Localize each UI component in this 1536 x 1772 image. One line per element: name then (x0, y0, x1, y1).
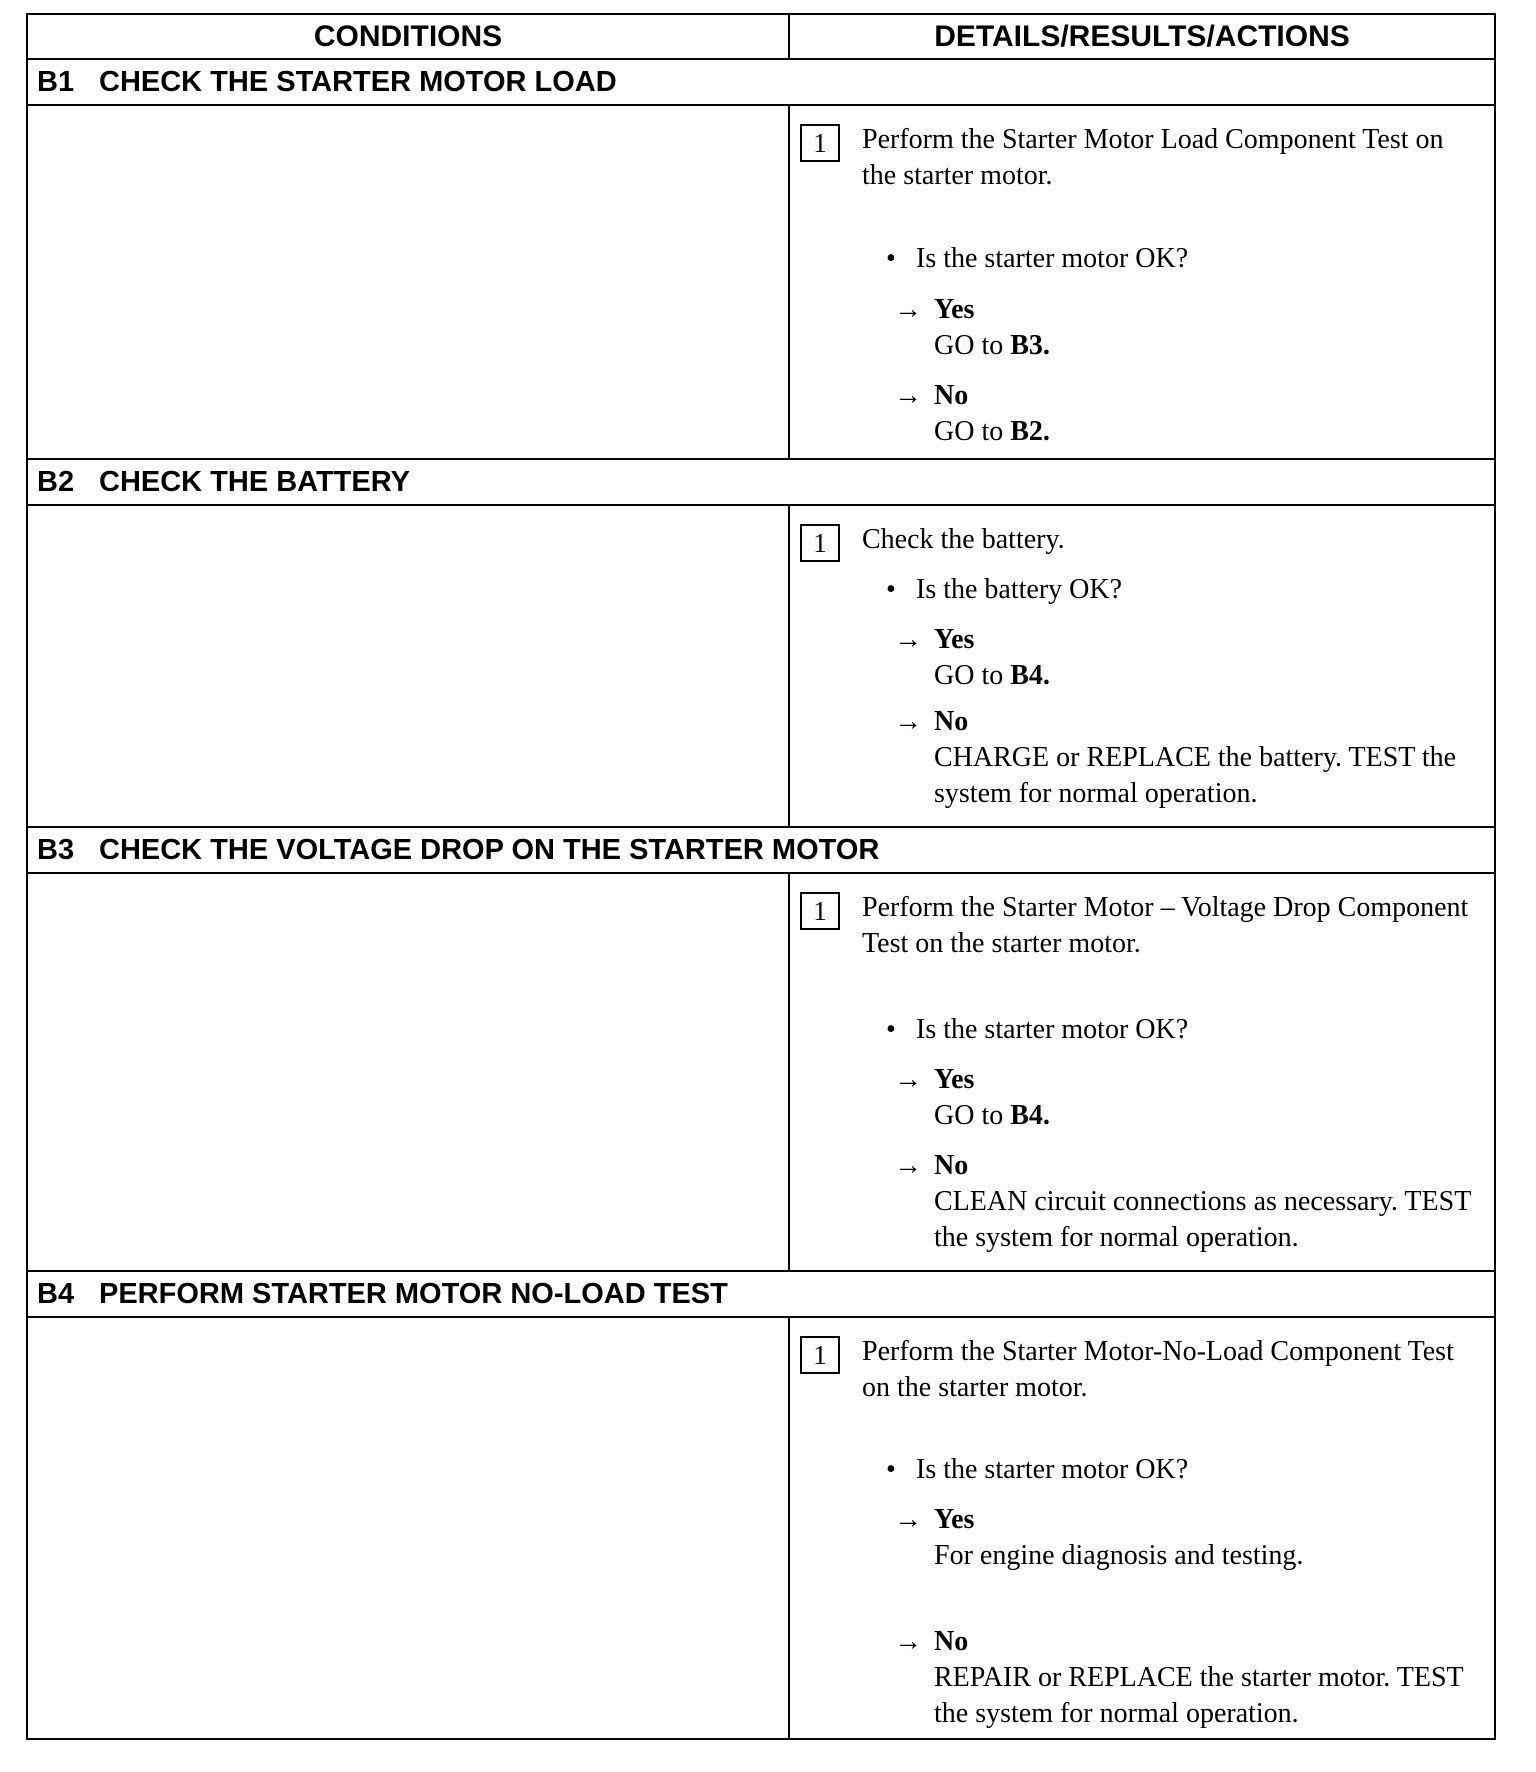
step-id: B3 (37, 833, 75, 866)
step-reference: B4. (1010, 1100, 1050, 1131)
answer-no (894, 1624, 1486, 1732)
arrow-right-icon: → (894, 1504, 922, 1535)
question (886, 1012, 1482, 1048)
step-body-b3 (28, 874, 1494, 1272)
step-number-box: 1 (800, 524, 840, 562)
conditions-cell (28, 106, 790, 458)
conditions-header: CONDITIONS (28, 15, 790, 58)
arrow-right-icon: → (894, 706, 922, 737)
action-text: GO to (934, 330, 1011, 361)
arrow-right-icon: → (894, 1150, 922, 1181)
action-text: GO to (934, 660, 1011, 691)
answer-no (894, 378, 1486, 450)
conditions-cell (28, 1318, 790, 1738)
arrow-right-icon: → (894, 1064, 922, 1095)
question (886, 241, 1482, 277)
action-text: GO to (934, 1100, 1011, 1131)
answer-label: Yes (934, 624, 975, 655)
step-id: B2 (37, 465, 75, 498)
answer-label: No (934, 380, 969, 411)
arrow-right-icon: → (894, 294, 922, 325)
instruction-text: Perform the Starter Motor – Voltage Drop Component Test on the starter motor. (862, 892, 1469, 959)
question-text: Is the starter motor OK? (916, 1454, 1189, 1485)
arrow-right-icon: → (894, 624, 922, 655)
details-cell (790, 506, 1494, 826)
bullet-icon: • (886, 574, 896, 605)
answer-label: No (934, 1150, 969, 1181)
bullet-icon: • (886, 1014, 896, 1045)
instruction-text: Perform the Starter Motor Load Component Test on the starter motor. (862, 124, 1444, 191)
answer-yes (894, 1502, 1486, 1574)
question-text: Is the starter motor OK? (916, 243, 1189, 274)
step-number-box: 1 (800, 1336, 840, 1374)
step-body-b2 (28, 506, 1494, 828)
step-title-b1 (28, 60, 1494, 106)
table-header (28, 15, 1494, 60)
step-title-b3 (28, 828, 1494, 874)
details-cell (790, 1318, 1494, 1738)
answer-no (894, 1148, 1486, 1256)
answer-label: Yes (934, 294, 975, 325)
answer-label: No (934, 1626, 969, 1657)
answer-yes (894, 292, 1486, 364)
step-title-text: CHECK THE VOLTAGE DROP ON THE STARTER MOTOR (99, 833, 880, 866)
answer-action (934, 658, 1486, 694)
step-title-text: CHECK THE STARTER MOTOR LOAD (99, 65, 617, 98)
instruction-text: Check the battery. (862, 524, 1065, 555)
answer-yes (894, 1062, 1486, 1134)
instruction-text: Perform the Starter Motor-No-Load Component Test on the starter motor. (862, 1336, 1454, 1403)
bullet-icon: • (886, 1454, 896, 1485)
step-number-box: 1 (800, 892, 840, 930)
question-text: Is the battery OK? (916, 574, 1123, 605)
details-header: DETAILS/RESULTS/ACTIONS (934, 19, 1350, 53)
step-title-b4 (28, 1272, 1494, 1318)
conditions-cell (28, 874, 790, 1270)
step-title-text: CHECK THE BATTERY (99, 465, 410, 498)
step-reference: B3. (1010, 330, 1050, 361)
answer-action: For engine diagnosis and testing. (934, 1540, 1304, 1571)
step-title-text: PERFORM STARTER MOTOR NO-LOAD TEST (99, 1277, 728, 1310)
step-title-b2 (28, 460, 1494, 506)
details-cell (790, 106, 1494, 458)
arrow-right-icon: → (894, 1626, 922, 1657)
conditions-cell (28, 506, 790, 826)
answer-label: Yes (934, 1504, 975, 1535)
step-reference: B2. (1010, 416, 1050, 447)
answer-action: REPAIR or REPLACE the starter motor. TEST the system for normal operation. (934, 1662, 1464, 1729)
step-number-box: 1 (800, 124, 840, 162)
answer-yes (894, 622, 1486, 694)
answer-label: No (934, 706, 969, 737)
answer-action (934, 328, 1486, 364)
action-text: GO to (934, 416, 1011, 447)
step-reference: B4. (1010, 660, 1050, 691)
step-body-b4 (28, 1318, 1494, 1738)
answer-action (934, 1098, 1486, 1134)
answer-action: CLEAN circuit connections as necessary. TEST the system for normal operation. (934, 1186, 1471, 1253)
question (886, 1452, 1482, 1488)
answer-action (934, 414, 1486, 450)
question-text: Is the starter motor OK? (916, 1014, 1189, 1045)
details-cell (790, 874, 1494, 1270)
step-body-b1 (28, 106, 1494, 460)
diagnostic-table (26, 13, 1496, 1740)
question (886, 572, 1482, 608)
step-id: B4 (37, 1277, 75, 1310)
arrow-right-icon: → (894, 380, 922, 411)
answer-label: Yes (934, 1064, 975, 1095)
bullet-icon: • (886, 243, 896, 274)
answer-action: CHARGE or REPLACE the battery. TEST the system for normal operation. (934, 742, 1457, 809)
answer-no (894, 704, 1486, 812)
step-id: B1 (37, 65, 75, 98)
